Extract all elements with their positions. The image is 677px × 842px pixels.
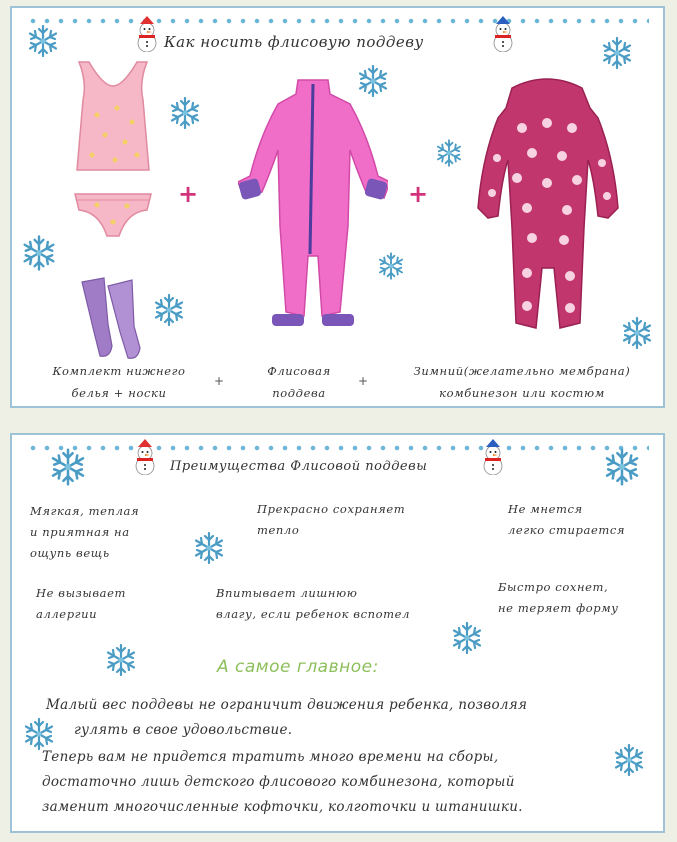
advantage-warm: Прекрасно сохраняет тепло	[257, 502, 406, 537]
caption-fleece: Флисовая поддева	[267, 364, 331, 400]
plus-icon: +	[178, 180, 199, 208]
snowflake-icon	[104, 643, 138, 677]
snowflake-icon	[152, 293, 186, 327]
caption-winter: Зимний(желательно мембрана) комбинезон или костюм	[413, 364, 631, 400]
garland-decoration	[26, 441, 649, 455]
snowflake-icon	[450, 621, 484, 655]
snowflake-icon	[612, 743, 646, 777]
fleece-suit-image	[238, 76, 388, 336]
paragraph-line: Малый вес поддевы не ограничит движения ребенка, позволяя	[46, 697, 528, 713]
paragraph-line: достаточно лишь детского флисового комбинезона, который	[42, 774, 515, 790]
advantage-moisture: Впитывает лишнюю влагу, если ребенок вспотел	[216, 586, 411, 621]
snowflake-icon	[20, 234, 58, 272]
top-panel	[10, 6, 665, 408]
winter-suit-image	[472, 78, 622, 348]
snowman-icon	[130, 439, 160, 475]
snowflake-icon	[434, 138, 464, 168]
snowflake-icon	[602, 447, 642, 487]
snowflake-icon	[600, 36, 634, 70]
section-title: Преимущества Флисовой поддевы	[170, 459, 428, 474]
snowman-icon	[488, 16, 518, 52]
caption-underwear: Комплект нижнего белья + носки	[52, 364, 186, 400]
garland-decoration	[26, 14, 649, 28]
snowflake-icon	[192, 531, 226, 565]
page-title: Как носить флисовую поддеву	[164, 33, 424, 51]
underwear-set-image	[57, 60, 167, 250]
snowman-icon	[132, 16, 162, 52]
plus-icon: +	[214, 374, 225, 388]
advantage-soft: Мягкая, теплая и приятная на ощупь вещь	[30, 504, 140, 560]
snowman-icon	[478, 439, 508, 475]
snowflake-icon	[26, 24, 60, 58]
snowflake-icon	[168, 96, 202, 130]
advantage-dry: Быстро сохнет, не теряет форму	[498, 580, 619, 615]
advantage-allergy: Не вызывает аллергии	[36, 586, 127, 621]
bottom-panel	[10, 433, 665, 833]
plus-icon: +	[408, 180, 429, 208]
socks-image	[70, 274, 150, 364]
paragraph-line: гулять в свое удовольствие.	[74, 722, 293, 738]
plus-icon: +	[358, 374, 369, 388]
paragraph-line: Теперь вам не придется тратить много времени на сборы,	[42, 749, 499, 765]
main-heading: А самое главное:	[217, 657, 379, 677]
snowflake-icon	[48, 447, 88, 487]
snowflake-icon	[620, 316, 654, 350]
advantage-wash: Не мнется легко стирается	[508, 502, 626, 537]
paragraph-line: заменит многочисленные кофточки, колготочки и штанишки.	[42, 799, 523, 815]
